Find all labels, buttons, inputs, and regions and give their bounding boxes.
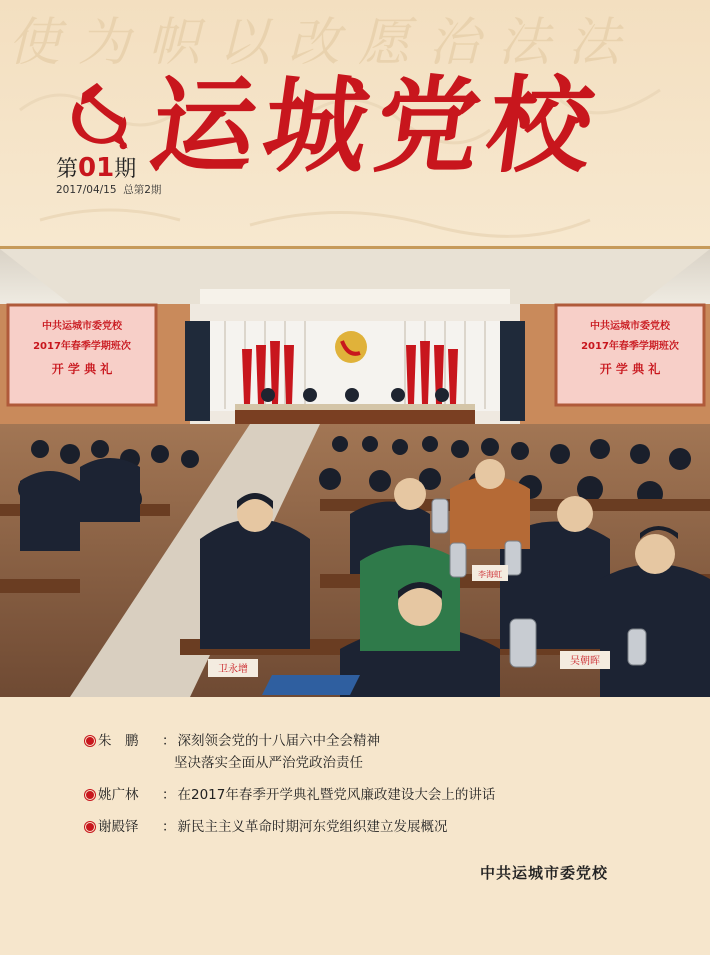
right-screen-line-2: 2017年春季学期班次 xyxy=(581,341,679,352)
calligraphy-text: 使为帜以改愿治法法 xyxy=(8,13,639,73)
toc-item-1[interactable] xyxy=(96,730,696,774)
issue-prefix: 第 xyxy=(56,157,79,182)
toc-author: 谢殿铎 xyxy=(98,819,139,835)
bullet-icon xyxy=(86,791,94,799)
toc-author: 姚广林 xyxy=(98,787,139,803)
toc-separator: ： xyxy=(162,787,176,803)
toc-title-line-1: 新民主主义革命时期河东党组织建立发展概况 xyxy=(177,819,448,835)
toc-title-line-1: 深刻领会党的十八届六中全会精神 xyxy=(177,733,380,749)
name-card-3: 李海虹 xyxy=(478,570,502,579)
cover-photo xyxy=(0,246,710,697)
table-of-contents xyxy=(96,730,696,848)
toc-separator: ： xyxy=(162,819,176,835)
bullet-icon xyxy=(86,737,94,745)
meeting-hall-illustration xyxy=(0,249,710,697)
publisher-name: 中共运城市委党校 xyxy=(480,864,609,882)
issue-number xyxy=(56,152,136,183)
name-card-2: 吴朝晖 xyxy=(570,656,600,667)
toc-title-line-1: 在2017年春季开学典礼暨党风廉政建设大会上的讲话 xyxy=(177,787,496,803)
toc-item-2[interactable] xyxy=(96,784,696,806)
left-screen-line-1: 中共运城市委党校 xyxy=(42,321,122,332)
issue-suffix: 期 xyxy=(114,157,137,182)
issue-date: 2017/04/15 xyxy=(56,184,117,196)
masthead-title: 运城党校 xyxy=(143,64,609,187)
issue-date-line xyxy=(56,182,161,197)
left-screen-line-2: 2017年春季学期班次 xyxy=(33,341,131,352)
toc-item-3[interactable] xyxy=(96,816,696,838)
total-issue: 总第2期 xyxy=(123,184,162,196)
name-card-1: 卫永增 xyxy=(218,664,248,675)
issue-number-value: 01 xyxy=(78,153,115,183)
right-screen-line-3: 开 学 典 礼 xyxy=(599,362,661,376)
left-screen-line-3: 开 学 典 礼 xyxy=(51,362,113,376)
toc-title-line-2: 坚决落实全面从严治党政治责任 xyxy=(174,755,363,771)
toc-author: 朱 鹏 xyxy=(98,733,139,749)
right-screen-line-1: 中共运城市委党校 xyxy=(590,321,670,332)
bullet-icon xyxy=(86,823,94,831)
toc-separator: ： xyxy=(162,733,176,749)
party-emblem-icon xyxy=(60,80,134,150)
